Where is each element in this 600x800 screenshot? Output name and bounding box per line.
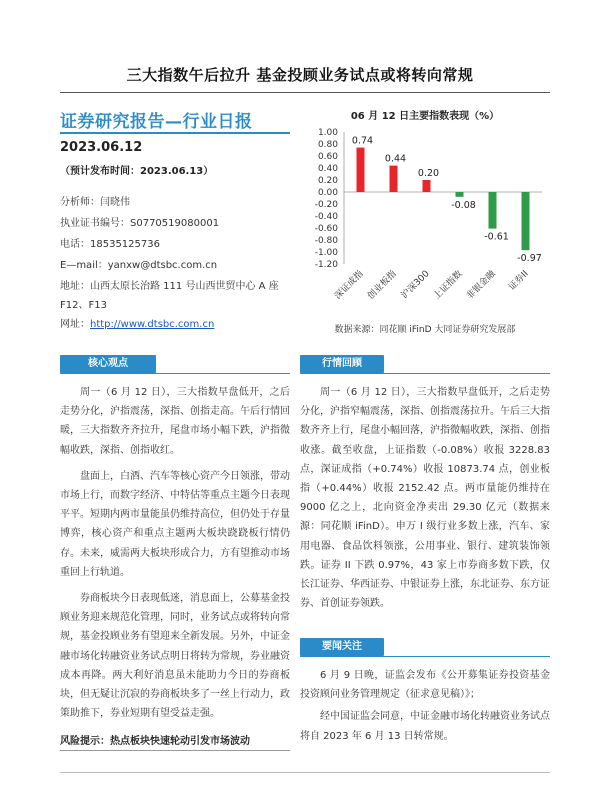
bar (357, 148, 365, 192)
risk-warning: 风险提示：热点板块快速轮动引发市场波动 (60, 736, 250, 747)
y-tick-label: -0.60 (314, 224, 338, 234)
bar (390, 166, 398, 192)
data-label: -0.08 (451, 199, 476, 211)
market-paragraph-1: 周一（6 月 12 日），三大指数早盘低开，之后走势分化，沪指窄幅震荡，深指、创指震荡拉升。午后三大指数齐齐上行，尾盘小幅回落，沪指微幅收跌，深指、创指收涨。截至收盘，上证指数（-0.08%）收报 3228.83 点，深证成指（+0.74%）收报 10873.74 点，创业板指（+0.44%）收报 2152.42 点。两市量能仍维持在9000 亿之上，北向资金净卖出 29.30 亿元（数据来源：同花顺 iFinD）。申万 I 级行业多数上涨，汽车、家用电器、食品饮料领涨，公用事业、银行、建筑装饰领跌。证券 II 下跌 0.97%，43 家上市券商多数下跌，仅长江证券、华西证券、中银证券上涨，东北证券、东方证券、首创证券领跌。 (300, 387, 550, 610)
analyst-cert: 执业证书编号：S0770519080001 (60, 218, 220, 229)
bar (456, 192, 464, 197)
core-view-heading: 核心观点 (60, 355, 156, 373)
index-performance-chart (300, 124, 550, 322)
report-title: 证券研究报告—行业日报 (60, 112, 253, 132)
data-label: 0.20 (417, 168, 440, 179)
core-paragraph-3: 券商板块今日表现低迷，消息面上，公募基金投顾业务迎来规范化管理，同时，业务试点或将转向常规，基金投顾业务有望迎来全新发展。另外，中证金融市场化转融资业务试点明日将转为常规，券业融资成本再降。两大利好消息虽未能助力今日的券商板块，但无疑让沉寂的券商板块多了一丝上行动力，政策助推下，券业短期有望受益走强。 (60, 593, 290, 720)
y-tick-label: 0.60 (317, 152, 338, 162)
risk-underline (60, 750, 290, 751)
data-label: -0.61 (484, 231, 509, 243)
chart-svg (300, 124, 550, 322)
report-date: 2023.06.12 (60, 140, 143, 155)
focus-paragraph-2: 经中国证监会同意，中证金融市场化转融资业务试点将自 2023 年 6 月 13 日转常规。 (300, 711, 550, 742)
category-label: 证券II (507, 269, 531, 293)
website-label: 网址： (60, 319, 90, 330)
category-label: 深证成指 (333, 269, 366, 302)
y-tick-label: 1.00 (317, 128, 338, 138)
category-label: 上证指数 (432, 269, 465, 302)
market-review-body (300, 383, 550, 613)
y-tick-label: -0.20 (314, 200, 338, 210)
title-underline (60, 132, 290, 134)
data-label: 0.44 (384, 153, 407, 165)
core-paragraph-1: 周一（6 月 12 日），三大指数早盘低开，之后走势分化，沪指震荡，深指、创指走高。午后行情回暖，三大指数齐齐拉升，尾盘市场小幅下跌，沪指微幅收跌，深指、创指收红。 (60, 387, 290, 456)
analyst-website (60, 315, 214, 330)
y-tick-label: 0.80 (317, 140, 338, 150)
y-tick-label: -1.00 (314, 248, 338, 258)
bar (489, 192, 497, 229)
category-label: 非银金融 (465, 269, 498, 302)
website-link[interactable]: http://www.dtsbc.com.cn (90, 319, 215, 330)
y-tick-label: -0.80 (314, 236, 338, 246)
header-divider (60, 92, 550, 93)
data-label: -0.97 (517, 253, 542, 265)
core-paragraph-2: 盘面上，白酒、汽车等核心资产今日领涨，带动市场上行，而数字经济、中特估等重点主题今日表现平平。短期内两市量能虽仍维持高位，但仍处于存量博弈，核心资产和重点主题两大板块跷跷板行情仍存。未来，威需两大板块形成合力，方有望推动市场重回上行轨道。 (60, 470, 290, 578)
page-headline: 三大指数午后拉升 基金投顾业务试点或将转向常规 (126, 66, 474, 84)
news-focus-body (300, 666, 550, 746)
y-tick-label: 0.00 (317, 188, 338, 198)
core-view-rule (60, 373, 290, 374)
analyst-email: E—mail：yanxw@dtsbc.com.cn (60, 260, 218, 271)
news-focus-rule (300, 656, 550, 657)
analyst-address: 地址：山西太原长治路 111 号山西世贸中心 A 座 (60, 281, 279, 292)
market-review-heading: 行情回顾 (300, 355, 384, 373)
publish-time: （预计发布时间：2023.06.13） (60, 166, 214, 177)
news-focus-heading: 要闻关注 (300, 638, 384, 656)
y-tick-label: -0.40 (314, 212, 338, 222)
y-tick-label: -1.20 (314, 260, 338, 270)
core-view-body (60, 383, 290, 723)
bar (522, 192, 530, 250)
analyst-phone: 电话：18535125736 (60, 239, 160, 250)
chart-source: 数据来源：同花顺 iFinD 大同证券研究发展部 (334, 325, 516, 335)
footer-divider (60, 772, 550, 773)
analyst-address-floor: F12、F13 (60, 300, 107, 311)
y-tick-label: 0.40 (317, 164, 338, 174)
analyst-name: 分析师：闫晓伟 (60, 197, 130, 208)
category-label: 沪深300 (399, 269, 432, 302)
bar (423, 180, 431, 192)
category-label: 创业板指 (366, 269, 399, 302)
market-review-rule (300, 373, 550, 374)
data-label: 0.74 (351, 135, 374, 147)
focus-paragraph-1: 6 月 9 日晚，证监会发布《公开募集证券投资基金投资顾问业务管理规定（征求意见稿）》； (300, 670, 550, 701)
y-tick-label: 0.20 (317, 176, 338, 186)
chart-title: 06 月 12 日主要指数表现（%） (350, 111, 500, 122)
